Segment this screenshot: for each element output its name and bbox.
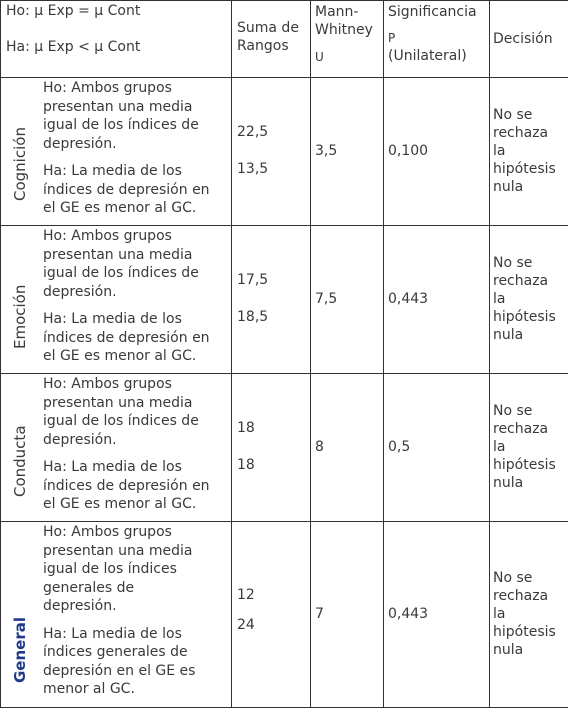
u-cell bbox=[311, 226, 384, 374]
decision-line: hipótesis bbox=[493, 161, 556, 177]
sig-header-line: Significancia bbox=[388, 4, 477, 20]
sig-header-line bbox=[388, 21, 489, 29]
decision-header-cell bbox=[490, 1, 568, 78]
rango-cont: 18,5 bbox=[237, 309, 269, 325]
ha-line: el GE es menor al GC. bbox=[43, 200, 197, 216]
ha-line: Ha: La media de los bbox=[43, 163, 182, 179]
ho-line: igual de los índices de bbox=[43, 413, 199, 429]
hypothesis-cell bbox=[1, 374, 232, 522]
decision-line: No se bbox=[493, 255, 533, 271]
row-label: Conducta bbox=[11, 425, 29, 497]
decision-line: rechaza bbox=[493, 125, 549, 141]
decision-line: No se bbox=[493, 107, 533, 123]
mann-header-line: Whitney bbox=[315, 22, 373, 38]
ha-line: el GE es menor al GC. bbox=[43, 348, 197, 364]
ho-line: generales de bbox=[43, 579, 135, 596]
sig-header-line: P bbox=[388, 31, 396, 45]
decision-line: hipótesis bbox=[493, 457, 556, 473]
mann-header-line: Mann- bbox=[315, 4, 359, 20]
mann-header-line bbox=[315, 39, 383, 48]
rangos-cell bbox=[232, 522, 311, 708]
ha-line: índices de depresión en bbox=[43, 181, 210, 198]
ho-line: presentan una media bbox=[43, 542, 193, 559]
sig-header-line: (Unilateral) bbox=[388, 48, 467, 64]
ho-line: igual de los índices de bbox=[43, 117, 199, 133]
table-row bbox=[1, 78, 568, 226]
hypothesis-cell bbox=[1, 78, 232, 226]
decision-line: No se bbox=[493, 570, 533, 586]
decision-line: rechaza bbox=[493, 421, 549, 437]
ha-line: el GE es menor al GC. bbox=[43, 496, 197, 512]
decision-line: nula bbox=[493, 475, 524, 491]
ha-line: depresión en el GE es bbox=[43, 662, 196, 679]
rangos-cell bbox=[232, 78, 311, 226]
ho-line: Ho: Ambos grupos bbox=[43, 80, 172, 96]
ho-line: depresión. bbox=[43, 431, 117, 448]
header-row bbox=[1, 1, 568, 78]
rangos-cell bbox=[232, 226, 311, 374]
decision-cell bbox=[490, 78, 568, 226]
decision-line: rechaza bbox=[493, 273, 549, 289]
decision-line: hipótesis bbox=[493, 309, 556, 325]
rango-exp: 12 bbox=[237, 587, 255, 603]
mann-header-cell bbox=[311, 1, 384, 78]
p-cell bbox=[384, 226, 490, 374]
suma-header-line: Suma de bbox=[237, 20, 299, 36]
ha-line: menor al GC. bbox=[43, 681, 135, 697]
decision-line: nula bbox=[493, 642, 524, 658]
p-cell bbox=[384, 522, 490, 708]
decision-line: nula bbox=[493, 327, 524, 343]
rangos-cell bbox=[232, 374, 311, 522]
rango-exp: 18 bbox=[237, 420, 255, 436]
decision-cell bbox=[490, 374, 568, 522]
u-value: 3,5 bbox=[315, 143, 338, 159]
ha-line: índices generales de bbox=[43, 644, 188, 660]
u-value: 7 bbox=[315, 606, 324, 622]
rango-exp: 22,5 bbox=[237, 124, 269, 140]
ho-line: presentan una media bbox=[43, 246, 193, 263]
decision-cell bbox=[490, 226, 568, 374]
u-cell bbox=[311, 78, 384, 226]
rango-cont: 18 bbox=[237, 457, 255, 473]
ho-line: depresión. bbox=[43, 598, 117, 614]
u-value: 8 bbox=[315, 439, 324, 455]
hypothesis-cell bbox=[1, 522, 232, 708]
ho-line: depresión. bbox=[43, 135, 117, 152]
decision-line: No se bbox=[493, 403, 533, 419]
sig-header-cell bbox=[384, 1, 490, 78]
u-cell bbox=[311, 374, 384, 522]
hypothesis-header-cell bbox=[1, 1, 232, 78]
decision-line: la bbox=[493, 606, 506, 622]
decision-line: hipótesis bbox=[493, 624, 556, 640]
ha-line: Ha: La media de los bbox=[43, 625, 182, 642]
p-value: 0,443 bbox=[388, 606, 429, 622]
ho-line: presentan una media bbox=[43, 394, 193, 411]
decision-line: la bbox=[493, 439, 506, 455]
ho-line: presentan una media bbox=[43, 98, 193, 115]
table-row bbox=[1, 522, 568, 708]
ha-line: índices de depresión en bbox=[43, 329, 210, 346]
rango-cont: 24 bbox=[237, 617, 255, 633]
ha-line: índices de depresión en bbox=[43, 477, 210, 494]
u-cell bbox=[311, 522, 384, 708]
ho-line: Ho: Ambos grupos bbox=[43, 228, 172, 244]
p-value: 0,443 bbox=[388, 291, 429, 307]
decision-header: Decisión bbox=[493, 31, 553, 47]
p-cell bbox=[384, 78, 490, 226]
table-row bbox=[1, 226, 568, 374]
ha-line: Ha: La media de los bbox=[43, 311, 182, 327]
ho-line: Ho: Ambos grupos bbox=[43, 524, 172, 540]
ho-line: Ho: Ambos grupos bbox=[43, 376, 172, 392]
table-row bbox=[1, 374, 568, 522]
header-ha: Ha: μ Exp < μ Cont bbox=[6, 39, 141, 55]
u-value: 7,5 bbox=[315, 291, 338, 307]
suma-header-line: Rangos bbox=[237, 38, 289, 54]
decision-line: rechaza bbox=[493, 588, 549, 604]
decision-line: la bbox=[493, 291, 506, 307]
decision-line: la bbox=[493, 143, 506, 159]
row-label: General bbox=[11, 617, 29, 683]
row-label: Cognición bbox=[11, 127, 29, 201]
hypothesis-cell bbox=[1, 226, 232, 374]
decision-cell bbox=[490, 522, 568, 708]
p-value: 0,5 bbox=[388, 439, 411, 455]
row-label: Emoción bbox=[11, 284, 29, 349]
p-cell bbox=[384, 374, 490, 522]
rango-exp: 17,5 bbox=[237, 272, 269, 288]
suma-header-cell bbox=[232, 1, 311, 78]
header-ho: Ho: μ Exp = μ Cont bbox=[6, 3, 141, 19]
mann-header-line: U bbox=[315, 50, 324, 64]
decision-line: nula bbox=[493, 179, 524, 195]
ha-line: Ha: La media de los bbox=[43, 459, 182, 475]
ho-line: igual de los índices bbox=[43, 561, 177, 577]
rango-cont: 13,5 bbox=[237, 161, 269, 177]
ho-line: depresión. bbox=[43, 283, 117, 300]
ho-line: igual de los índices de bbox=[43, 265, 199, 281]
p-value: 0,100 bbox=[388, 143, 429, 159]
